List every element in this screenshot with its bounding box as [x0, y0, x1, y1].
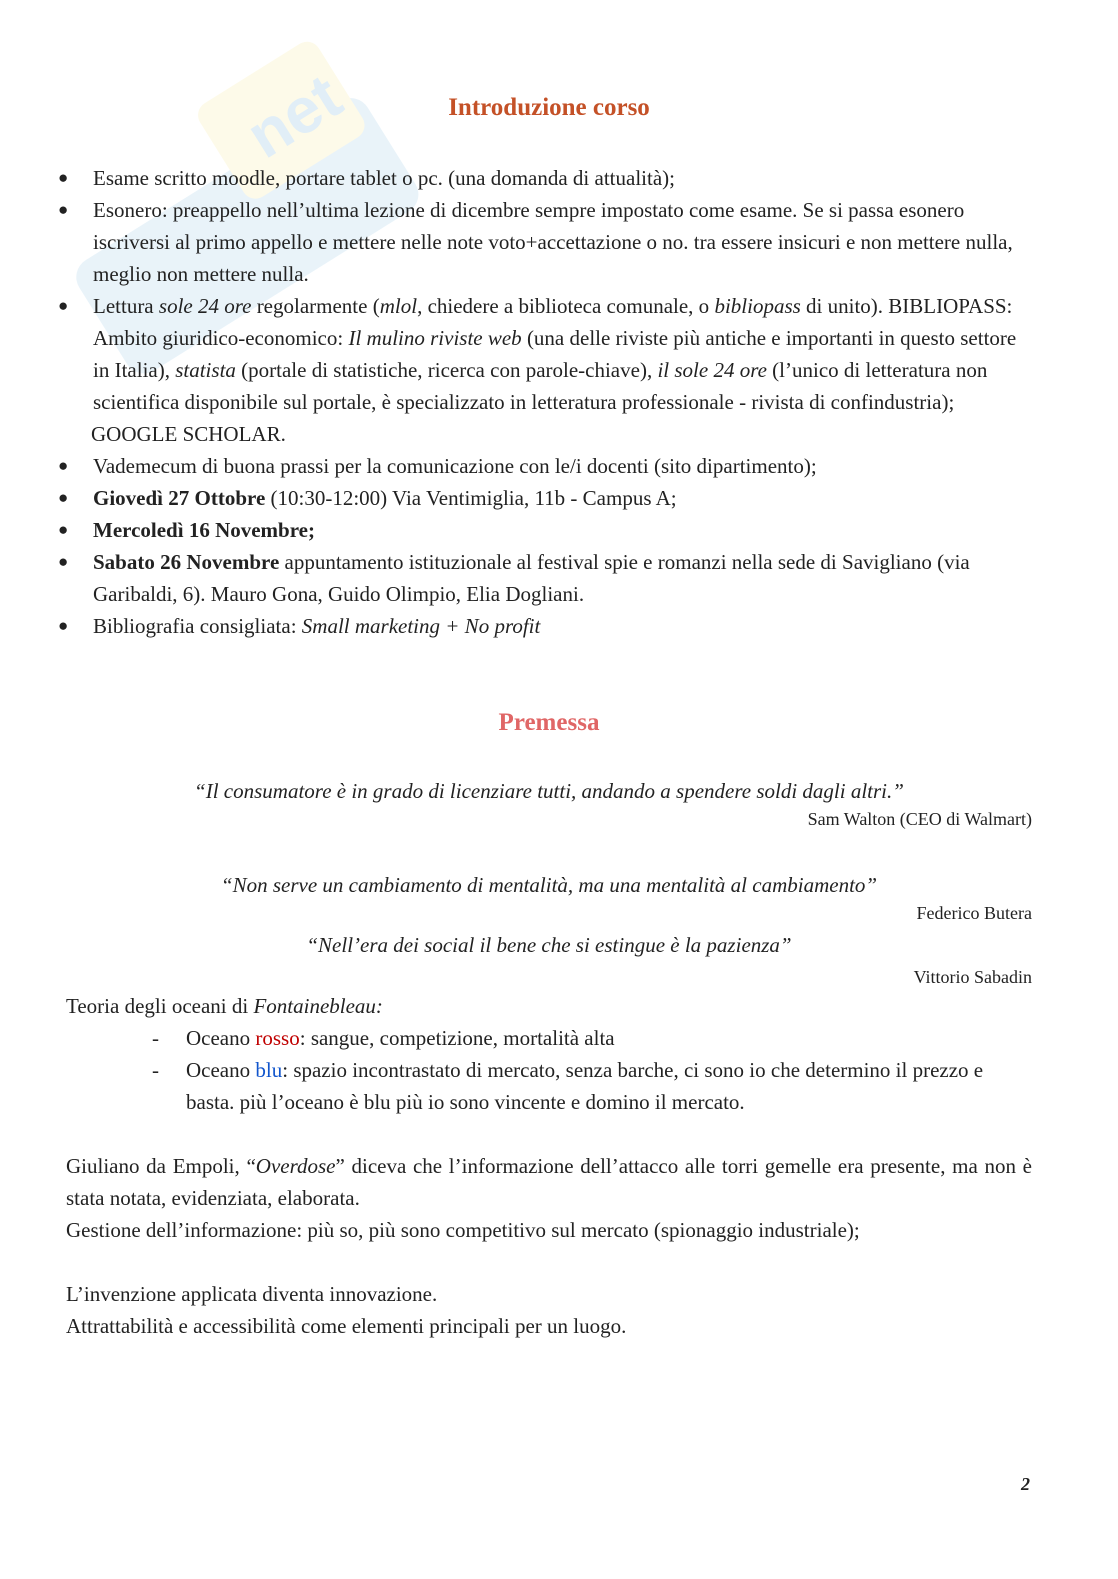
bullet-icon: ●	[58, 200, 69, 219]
list-item: ● Lettura sole 24 ore regolarmente (mlol, chiedere a biblioteca comunale, o bibliopass di unito). BIBLIOPASS: Ambito giuridico-economico: Il mulino riviste web (una delle riviste più antiche e importanti in questo settore in Italia), statista (portale di statistiche, ricerca con parole-chiave), il sole 24 ore (l’unico di letteratura non scientifica disponibile sul portale, è specializzato in letteratura professionale - rivista di confindustria); GOOGLE SCHOLAR.	[66, 290, 1032, 450]
bullet-icon: ●	[58, 296, 69, 315]
info-management-line: Gestione dell’informazione: più so, più sono competitivo sul mercato (spionaggio industriale);	[66, 1218, 860, 1242]
bullet-icon: ●	[58, 488, 69, 507]
quote-walton: “Il consumatore è in grado di licenziare tutti, andando a spendere soldi dagli altri.”	[194, 779, 904, 803]
bullet-icon: ●	[58, 168, 69, 187]
oceans-intro: Teoria degli oceani di Fontainebleau:	[66, 994, 383, 1018]
page-number: 2	[1021, 1474, 1030, 1494]
quote-sabadin: “Nell’era dei social il bene che si estingue è la pazienza”	[306, 933, 792, 957]
bullet-icon: ●	[58, 552, 69, 571]
oceans-section	[66, 990, 1032, 1118]
list-item: - Oceano blu: spazio incontrastato di mercato, senza barche, ci sono io che determino il prezzo e basta. più l’oceano è blu più io sono vincente e domino il mercato.	[186, 1054, 1032, 1118]
list-item: ● Esame scritto moodle, portare tablet o pc. (una domanda di attualità);	[66, 162, 1032, 194]
oceans-list	[66, 1022, 1032, 1118]
dash-icon: -	[152, 1058, 159, 1082]
intro-bullet-list	[58, 162, 1032, 642]
quote-butera: “Non serve un cambiamento di mentalità, ma una mentalità al cambiamento”	[220, 873, 878, 897]
quote-author: Federico Butera	[916, 903, 1032, 923]
list-item: ● Giovedì 27 Ottobre (10:30-12:00) Via Ventimiglia, 11b - Campus A;	[66, 482, 1032, 514]
list-item: ● Sabato 26 Novembre appuntamento istituzionale al festival spie e romanzi nella sede di Savigliano (via Garibaldi, 6). Mauro Gona, Guido Olimpio, Elia Dogliani.	[66, 546, 1032, 610]
list-item: ● Vademecum di buona prassi per la comunicazione con le/i docenti (sito dipartimento);	[66, 450, 1032, 482]
svg-text:net: net	[234, 59, 354, 172]
list-item: ● Mercoledì 16 Novembre;	[66, 514, 1032, 546]
quote-author: Vittorio Sabadin	[913, 967, 1032, 987]
list-item: ● Esonero: preappello nell’ultima lezione di dicembre sempre impostato come esame. Se si passa esonero iscriversi al primo appello e mettere nelle note voto+accettazione o no. tra essere insicuri e non mettere nulla, meglio non mettere nulla.	[66, 194, 1032, 290]
quotes-block	[66, 776, 1032, 990]
bullet-icon: ●	[58, 520, 69, 539]
bullet-icon: ●	[58, 456, 69, 475]
list-item: - Oceano rosso: sangue, competizione, mortalità alta	[186, 1022, 1032, 1054]
attractiveness-line: Attrattabilità e accessibilità come elementi principali per un luogo.	[66, 1314, 627, 1338]
quote-author: Sam Walton (CEO di Walmart)	[807, 809, 1032, 829]
section-title-introduzione: Introduzione corso	[448, 94, 650, 121]
empoli-paragraph: Giuliano da Empoli, “Overdose” diceva che l’informazione dell’attacco alle torri gemelle era presente, ma non è stata notata, evidenziata, elaborata. Gestione dell’informazione: più so, più sono competitivo sul mercato (spionaggio industriale); L’invenzione applicata diventa innovazione. Attrattabilità e accessibilità come elementi principali per un luogo.	[66, 1150, 1032, 1342]
invention-line: L’invenzione applicata diventa innovazione.	[66, 1282, 438, 1306]
list-item: ● Bibliografia consigliata: Small marketing + No profit	[66, 610, 1032, 642]
section-title-premessa: Premessa	[498, 709, 600, 736]
bullet-icon: ●	[58, 616, 69, 635]
dash-icon: -	[152, 1026, 159, 1050]
